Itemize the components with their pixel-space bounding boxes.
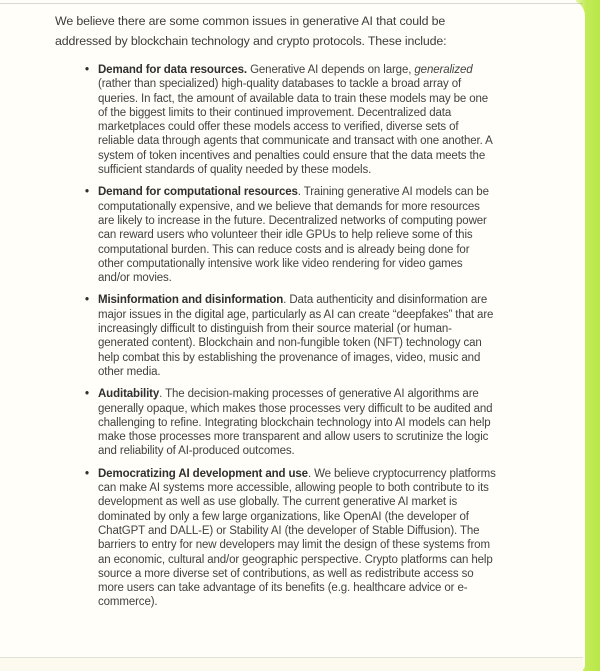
bullet-separator: . bbox=[159, 388, 166, 401]
bullet-body: The decision-making processes of generative AI algorithms are generally opaque, which makes those processes very difficult to be audited and challenging to refine. Integrating blockchain technology into AI models can help make those processes more transparent and allow users to scrutinize the logic and reliability of AI-produced outcomes. bbox=[98, 388, 493, 458]
bullet-separator: . bbox=[283, 294, 290, 307]
bullet-body: (rather than specialized) high-quality databases to tackle a broad array of queries. In fact, the amount of available data to train these models may be one of the biggest limits to their continued improvement. Decentralized data marketplaces could offer these models access to verified, diverse sets of reliable data through agents that communicate and transact with one another. A system of token incentives and penalties could ensure that the data meets the sufficient standards of quality needed by these models. bbox=[98, 78, 493, 177]
top-hairline bbox=[0, 3, 583, 4]
bullet-item-auditability bbox=[98, 387, 497, 458]
bullet-title: Demand for computational resources bbox=[98, 186, 298, 199]
bullet-body: Data authenticity and disinformation are major issues in the digital age, particularly as AI can create “deepfakes” that are increasingly difficult to distinguish from their source material (or human-generated content). Blockchain and non-fungible token (NFT) technology can help combat this by establishing the provenance of images, video, music and other media. bbox=[98, 294, 494, 378]
bullet-title: Auditability bbox=[98, 388, 160, 401]
bullet-separator: . bbox=[297, 186, 304, 199]
bullet-item-data-resources bbox=[98, 63, 497, 177]
bullet-title: Democratizing AI development and use bbox=[98, 467, 308, 480]
bullet-separator: . bbox=[307, 467, 315, 480]
bullet-title: Demand for data resources. bbox=[98, 64, 247, 76]
bullet-italic-word: generalized bbox=[414, 64, 473, 76]
bullet-item-democratizing bbox=[98, 467, 497, 610]
bullet-title: Misinformation and disinformation bbox=[98, 294, 284, 307]
bullet-body: We believe cryptocurrency platforms can make AI systems more accessible, allowing people to both contribute to its development as well as use globally. The current generative AI market is dominated by only a few large organizations, like OpenAI (the developer of ChatGPT and DALL-E) or Stability AI (the developer of Stable Diffusion). The barriers to entry for new developers may limit the design of these systems from an economic, cultural and/or geographic perspective. Crypto platforms can help source a more diverse set of contributions, as well as redistribute access so more users can take advantage of its benefits (e.g. healthcare advice or e-commerce). bbox=[98, 467, 496, 609]
intro-paragraph: We believe there are some common issues in generative AI that could be addressed by blockchain technology and crypto protocols. These include: bbox=[55, 14, 447, 48]
bullet-item-computational-resources bbox=[98, 185, 497, 285]
footer-strip bbox=[0, 658, 583, 671]
bullet-list bbox=[0, 63, 585, 610]
bullet-body-pre: Generative AI depends on large, bbox=[250, 64, 415, 76]
bullet-body: Training generative AI models can be computationally expensive, and we believe that demands for more resources are likely to increase in the future. Decentralized networks of computing power can reward users who volunteer their idle GPUs to help relieve some of this computational burden. This can reduce costs and is already being done for other computationally intensive work like video rendering for video games and/or movies. bbox=[98, 186, 489, 285]
bullet-item-misinformation bbox=[98, 293, 497, 379]
